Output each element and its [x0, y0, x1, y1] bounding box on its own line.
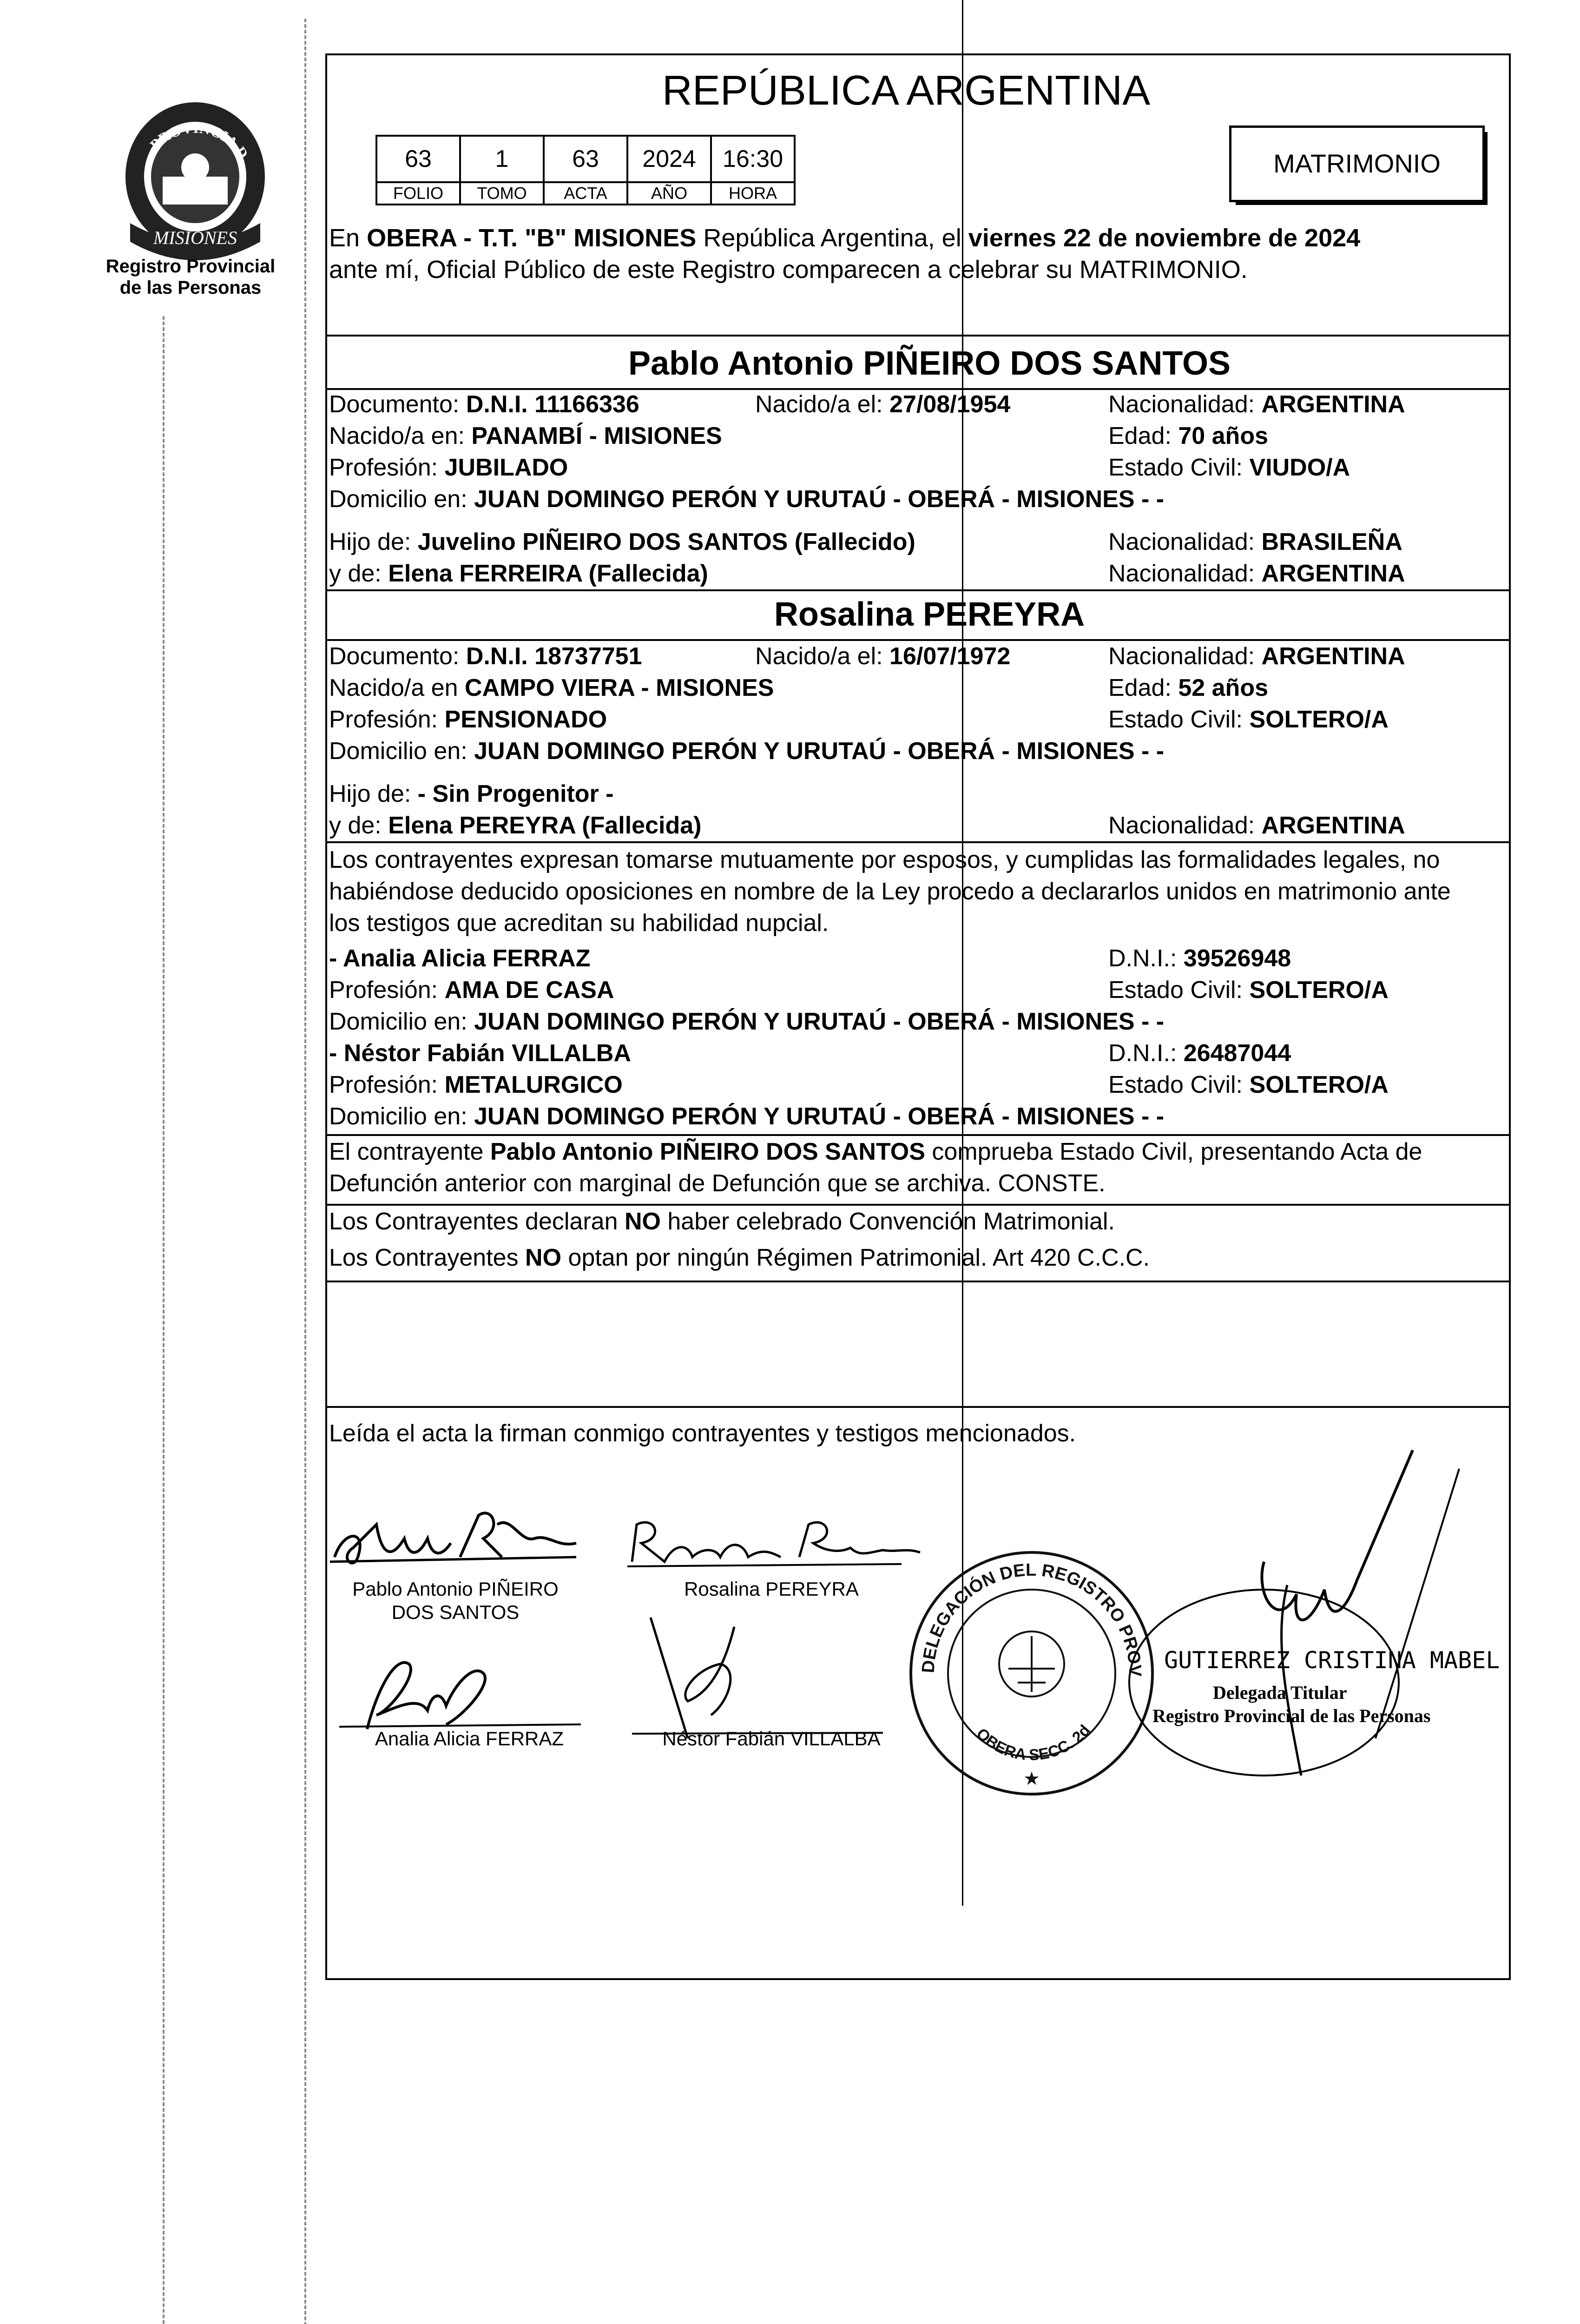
groom-civil-status: Estado Civil: VIUDO/A — [1108, 454, 1350, 481]
frame-top — [325, 53, 1511, 55]
bride-document: Documento: D.N.I. 18737751 — [329, 643, 642, 670]
official-name: GUTIERREZ CRISTINA MABEL — [1164, 1647, 1500, 1674]
groom-age: Edad: 70 años — [1108, 423, 1268, 449]
declaration-line-2: habiéndose deducido oposiciones en nombre de la Ley procedo a declararlos unidos en matrimonio ante — [329, 878, 1451, 905]
bride-profession: Profesión: PENSIONADO — [329, 706, 607, 733]
section-divider-intro — [325, 335, 1511, 337]
note-civil-status-line-2: Defunción anterior con marginal de Defunción que se archiva. CONSTE. — [329, 1170, 1106, 1197]
svg-text:DELEGACIÓN DEL REGISTRO PROVIN: DELEGACIÓN DEL REGISTRO PROV — [918, 1560, 1145, 1677]
registry-values-row — [377, 137, 794, 183]
acta-value: 63 — [545, 137, 628, 181]
groom-mother: y de: Elena FERREIRA (Fallecida) — [329, 560, 708, 587]
note-regime: Los Contrayentes NO optan por ningún Régimen Patrimonial. Art 420 C.C.C. — [329, 1244, 1150, 1271]
declaration-line-1: Los contrayentes expresan tomarse mutuamente por esposos, y cumplidas las formalidades legales, no — [329, 846, 1440, 873]
bride-nationality: Nacionalidad: ARGENTINA — [1108, 643, 1405, 670]
official-role: Delegada Titular — [1213, 1682, 1347, 1703]
bride-civil-status: Estado Civil: SOLTERO/A — [1108, 706, 1389, 733]
groom-nationality: Nacionalidad: ARGENTINA — [1108, 391, 1405, 418]
groom-name: Pablo Antonio PIÑEIRO DOS SANTOS — [628, 345, 1231, 382]
bride-birth-place: Nacido/a en CAMPO VIERA - MISIONES — [329, 674, 774, 701]
bride-mother: y de: Elena PEREYRA (Fallecida) — [329, 812, 702, 839]
witness-1-address: Domicilio en: JUAN DOMINGO PERÓN Y URUTAÚ - OBERÁ - MISIONES - - — [329, 1008, 1165, 1035]
svg-text:PROVINCIA DE: PROVINCIA D — [146, 119, 252, 162]
witness-1-civil-status: Estado Civil: SOLTERO/A — [1108, 977, 1389, 1004]
groom-birth-place: Nacido/a en: PANAMBÍ - MISIONES — [329, 423, 722, 449]
logo-caption-line2: de las Personas — [119, 277, 262, 298]
bride-address: Domicilio en: JUAN DOMINGO PERÓN Y URUTAÚ - OBERÁ - MISIONES - - — [329, 738, 1165, 765]
groom-signature — [325, 1487, 586, 1580]
witness-2-signature-label: Néstor Fabián VILLALBA — [662, 1728, 881, 1750]
frame-left — [325, 53, 327, 1980]
registry-labels-row — [377, 183, 794, 204]
registry-stamp — [902, 1543, 1162, 1803]
hour-label: HORA — [728, 184, 777, 203]
groom-father-nationality: Nacionalidad: BRASILEÑA — [1108, 528, 1402, 555]
section-divider-bride — [325, 841, 1511, 843]
bride-birth-date: Nacido/a el: 16/07/1972 — [755, 643, 1011, 670]
witness-2-profession: Profesión: METALURGICO — [329, 1071, 623, 1098]
intro-line-1: En OBERA - T.T. "B" MISIONES República Argentina, el viernes 22 de noviembre de 2024 — [329, 224, 1361, 252]
section-divider-blank — [325, 1406, 1511, 1408]
folio-value: 63 — [377, 137, 461, 181]
folio-label: FOLIO — [377, 183, 461, 204]
closing-statement: Leída el acta la firman conmigo contrayentes y testigos mencionados. — [329, 1420, 1076, 1447]
province-logo — [112, 84, 279, 260]
tomo-value: 1 — [461, 137, 545, 181]
tomo-label: TOMO — [461, 183, 545, 204]
witness-1-signature-label: Analia Alicia FERRAZ — [375, 1728, 564, 1750]
section-divider-note-1 — [325, 1204, 1511, 1206]
witness-1-profession: Profesión: AMA DE CASA — [329, 977, 614, 1004]
bride-signature — [623, 1506, 929, 1576]
margin-guide-left-2 — [304, 19, 306, 2324]
groom-signature-label-2: DOS SANTOS — [391, 1601, 520, 1623]
registry-stamp-icon — [902, 1543, 1162, 1803]
note-civil-status: El contrayente Pablo Antonio PIÑEIRO DOS SANTOS comprueba Estado Civil, presentando Acta de — [329, 1138, 1422, 1165]
bride-father: Hijo de: - Sin Progenitor - — [329, 780, 614, 807]
groom-mother-nationality: Nacionalidad: ARGENTINA — [1108, 560, 1405, 587]
witness-2-dni: D.N.I.: 26487044 — [1108, 1040, 1291, 1067]
witness-2-address: Domicilio en: JUAN DOMINGO PERÓN Y URUTAÚ - OBERÁ - MISIONES - - — [329, 1103, 1165, 1130]
intro-line-2: ante mí, Oficial Público de este Registro comparecen a celebrar su MATRIMONIO. — [329, 256, 1248, 284]
acta-type-box — [1229, 125, 1485, 202]
witness-1-dni: D.N.I.: 39526948 — [1108, 945, 1291, 972]
year-label: AÑO — [628, 183, 712, 204]
declaration-line-3: los testigos que acreditan su habilidad nupcial. — [329, 910, 829, 937]
note-convention: Los Contrayentes declaran NO haber celebrado Convención Matrimonial. — [329, 1208, 1115, 1235]
witness-2-name: - Néstor Fabián VILLALBA — [329, 1040, 632, 1067]
acta-label: ACTA — [545, 183, 628, 204]
svg-text:OBERA SECC. 2da.: OBERA SECC. 2d — [973, 1721, 1094, 1764]
groom-father: Hijo de: Juvelino PIÑEIRO DOS SANTOS (Fallecido) — [329, 528, 915, 555]
hour-value: 16:30 — [722, 145, 783, 172]
svg-text:MISIONES: MISIONES — [153, 227, 237, 248]
witness-1-name: - Analia Alicia FERRAZ — [329, 945, 591, 972]
groom-signature-label-1: Pablo Antonio PIÑEIRO — [352, 1578, 559, 1600]
svg-text:★: ★ — [1023, 1768, 1040, 1789]
section-divider-witnesses — [325, 1134, 1511, 1136]
acta-type: MATRIMONIO — [1273, 149, 1441, 178]
bride-name-underline — [325, 639, 1511, 641]
witness-1-signature — [339, 1636, 599, 1738]
republic-title: REPÚBLICA ARGENTINA — [662, 67, 1151, 114]
margin-guide-left — [163, 316, 165, 2324]
logo-caption-line1: Registro Provincial — [105, 256, 276, 277]
section-divider-groom — [325, 589, 1511, 591]
frame-bottom — [325, 1978, 1511, 1980]
year-value: 2024 — [628, 137, 712, 181]
frame-right — [1509, 53, 1511, 1980]
official-signature — [1125, 1441, 1506, 1803]
groom-birth-date: Nacido/a el: 27/08/1954 — [755, 391, 1011, 418]
bride-name: Rosalina PEREYRA — [774, 596, 1085, 633]
bride-signature-label: Rosalina PEREYRA — [684, 1578, 859, 1600]
province-seal-icon — [112, 84, 279, 260]
groom-document: Documento: D.N.I. 11166336 — [329, 391, 639, 418]
witness-2-civil-status: Estado Civil: SOLTERO/A — [1108, 1071, 1389, 1098]
groom-address: Domicilio en: JUAN DOMINGO PERÓN Y URUTAÚ - OBERÁ - MISIONES - - — [329, 486, 1165, 513]
registry-fields-box — [375, 135, 796, 205]
official-org: Registro Provincial de las Personas — [1152, 1705, 1431, 1726]
section-divider-notes — [325, 1281, 1511, 1282]
bride-mother-nationality: Nacionalidad: ARGENTINA — [1108, 812, 1405, 839]
witness-2-signature — [632, 1599, 892, 1748]
groom-profession: Profesión: JUBILADO — [329, 454, 568, 481]
bride-age: Edad: 52 años — [1108, 674, 1268, 701]
